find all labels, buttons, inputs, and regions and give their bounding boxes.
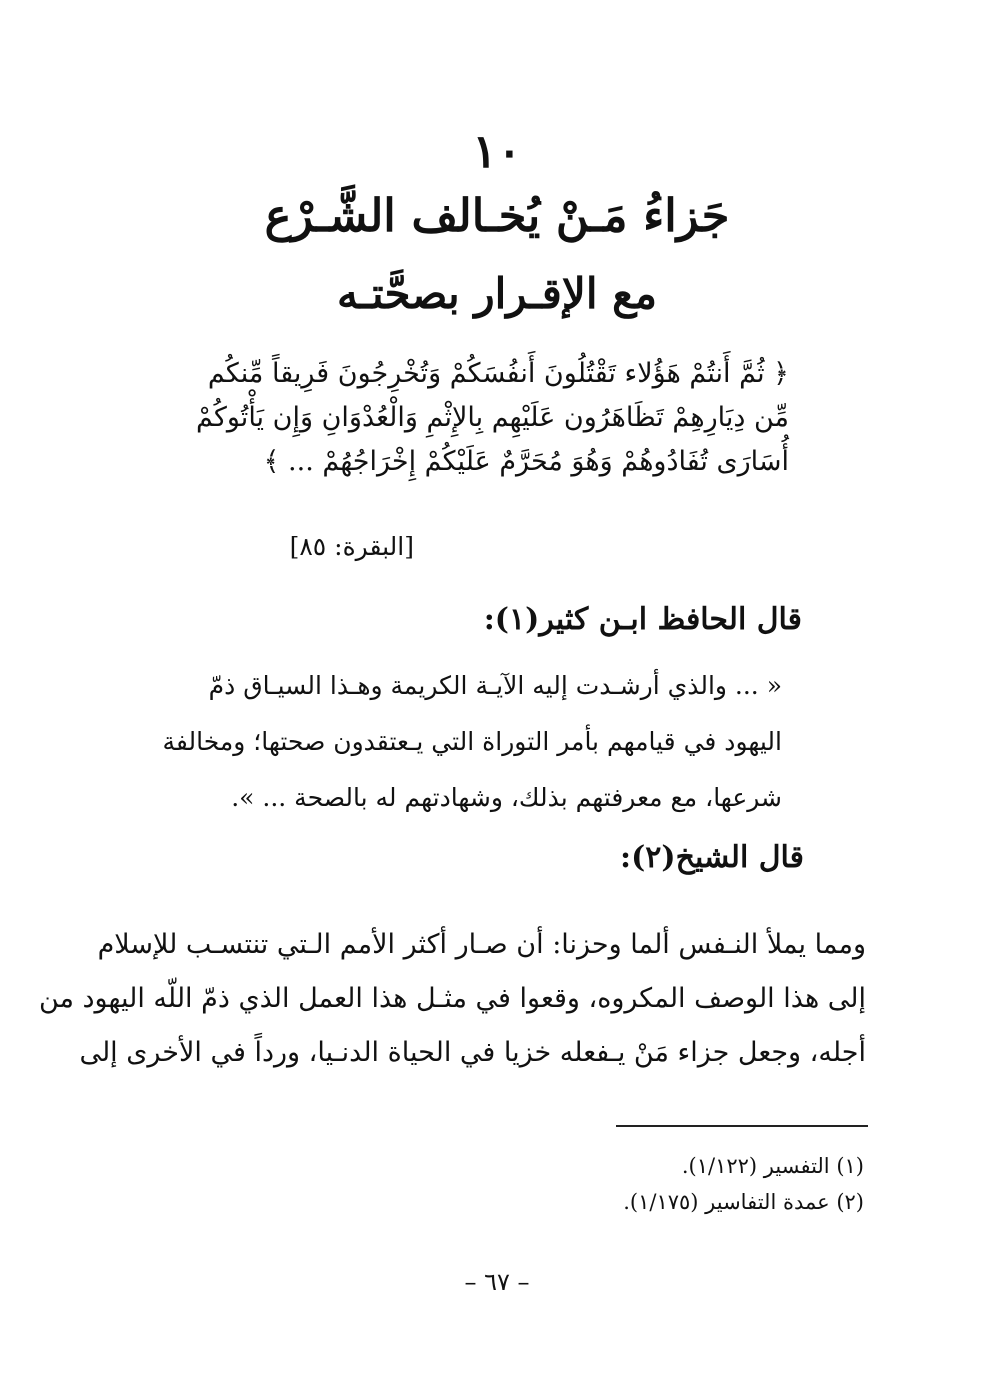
paragraph-line: ومما يملأ النـفس ألما وحزنا: أن صـار أكثر الأمم الـتي تنتسـب للإسلام xyxy=(97,929,866,960)
verse-line: أُسَارَى تُفَادُوهُمْ وَهُوَ مُحَرَّمٌ عَلَيْكُمْ إِخْرَاجُهُمْ ... ﴾ xyxy=(263,446,789,477)
chapter-number: ١٠ xyxy=(472,124,522,178)
quote-line: « ... والذي أرشـدت إليه الآيـة الكريمة وهـذا السيـاق ذمّ xyxy=(208,671,782,700)
footnote-2: (٢) عمدة التفاسير (١/١٧٥). xyxy=(623,1190,864,1214)
paragraph-line: إلى هذا الوصف المكروه، وقعوا في مثـل هذا العمل الذي ذمّ اللّه اليهود من xyxy=(38,983,866,1014)
footnote-1: (١) التفسير (١/١٢٢). xyxy=(681,1154,864,1178)
paragraph-line: أجله، وجعل جزاء مَنْ يـفعله خزيا في الحياة الدنـيا، ورداً في الأخرى إلى xyxy=(79,1037,866,1068)
section-heading-sheikh: قال الشيخ(٢): xyxy=(620,840,804,875)
sheikh-paragraph xyxy=(38,918,866,1080)
ibn-kathir-quote xyxy=(162,658,782,826)
chapter-subtitle: مع الإقـرار بصحَّتـه xyxy=(337,269,657,318)
section-heading-ibn-kathir: قال الحافظ ابـن كثير(١): xyxy=(483,602,802,637)
quote-line: اليهود في قيامهم بأمر التوراة التي يـعتقدون صحتها؛ ومخالفة xyxy=(162,727,782,756)
verse-line: ﴿ ثُمَّ أَنتُمْ هَؤُلاء تَقْتُلُونَ أَنفُسَكُمْ وَتُخْرِجُونَ فَرِيقاً مِّنكُم xyxy=(207,358,789,389)
chapter-title: جَزاءُ مَـنْ يُخـالف الشَّـرْع xyxy=(264,189,730,242)
footnote-divider xyxy=(616,1125,868,1127)
footnotes xyxy=(623,1148,864,1220)
verse-line: مِّن دِيَارِهِمْ تَظَاهَرُون عَلَيْهِم بِالإِثْمِ وَالْعُدْوَانِ وَإِن يَأْتُوكُمْ xyxy=(196,402,789,433)
quran-verse xyxy=(196,352,789,484)
page-number: – ٦٧ – xyxy=(464,1268,530,1296)
verse-reference: [البقرة: ٨٥] xyxy=(289,532,414,561)
quote-line: شرعها، مع معرفتهم بذلك، وشهادتهم له بالصحة ... ». xyxy=(231,783,782,812)
